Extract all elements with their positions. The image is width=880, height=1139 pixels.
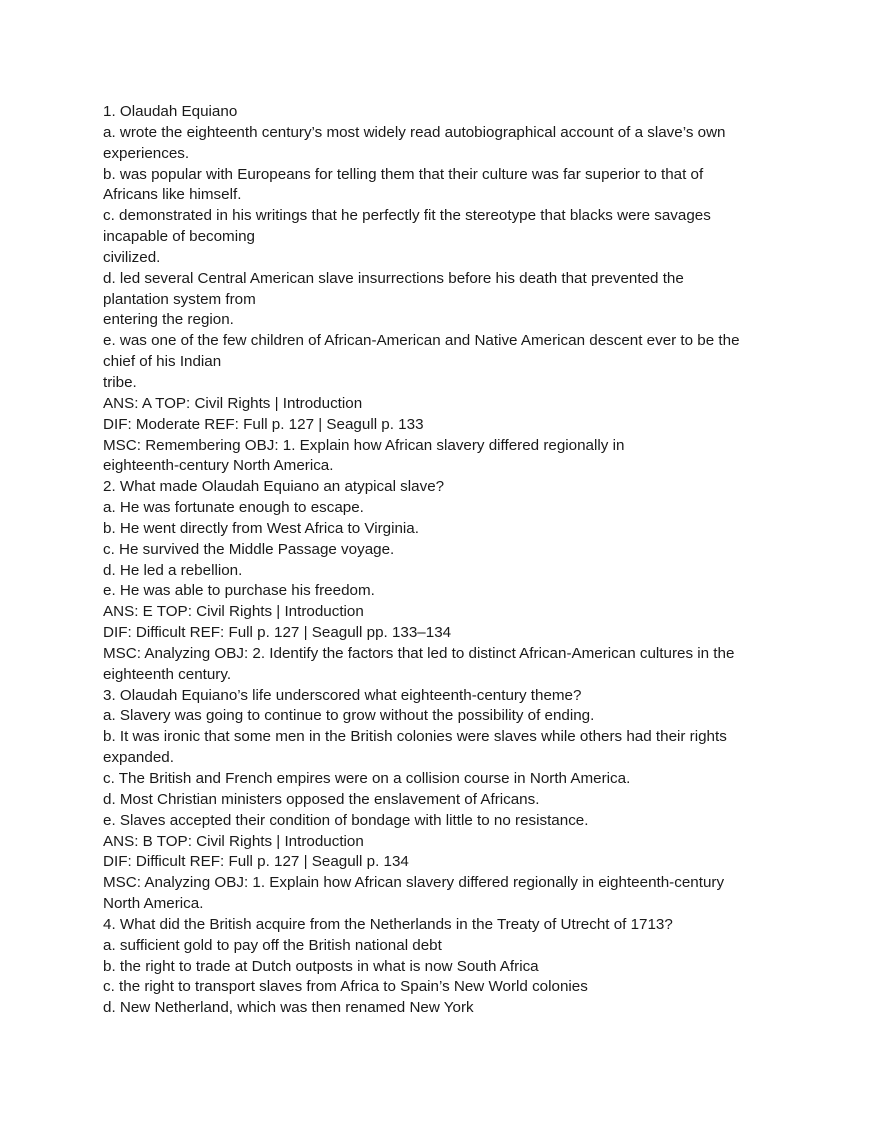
option-a: a. He was fortunate enough to escape.: [103, 499, 364, 517]
option-text: d. led several Central American slave insurrections before his death that prevented the: [103, 269, 684, 287]
option-text-cont: entering the region.: [103, 311, 234, 329]
option-text-cont: civilized.: [103, 248, 161, 266]
objective-line-cont: eighteenth century.: [103, 665, 232, 683]
option-c: c. the right to transport slaves from Africa to Spain’s New World colonies: [103, 978, 588, 996]
option-text-cont: chief of his Indian: [103, 353, 222, 371]
option-b: [103, 727, 783, 769]
option-e: e. He was able to purchase his freedom.: [103, 582, 375, 600]
option-text: e. was one of the few children of African-American and Native American descent ever to be the: [103, 332, 740, 350]
option-text: c. demonstrated in his writings that he perfectly fit the stereotype that blacks were savages: [103, 207, 711, 225]
difficulty-line: DIF: Moderate REF: Full p. 127 | Seagull p. 133: [103, 415, 424, 433]
option-c: c. The British and French empires were on a collision course in North America.: [103, 770, 631, 787]
answer-line: ANS: B TOP: Civil Rights | Introduction: [103, 832, 364, 850]
option-text: a. wrote the eighteenth century’s most widely read autobiographical account of a slave’s own: [103, 123, 726, 141]
question-2: [103, 477, 783, 685]
option-a: a. sufficient gold to pay off the British national debt: [103, 936, 442, 954]
option-d: d. Most Christian ministers opposed the enslavement of Africans.: [103, 790, 540, 808]
answer-metadata: [103, 832, 783, 915]
option-d: d. He led a rebellion.: [103, 561, 243, 579]
option-text: b. was popular with Europeans for telling them that their culture was far superior to that of: [103, 165, 704, 183]
option-a: a. Slavery was going to continue to grow without the possibility of ending.: [103, 707, 595, 725]
option-text-cont: experiences.: [103, 144, 190, 162]
objective-line-cont: eighteenth-century North America.: [103, 457, 334, 475]
option-text-cont: Africans like himself.: [103, 186, 242, 204]
difficulty-line: DIF: Difficult REF: Full p. 127 | Seagull pp. 133–134: [103, 624, 452, 642]
question-1: [103, 102, 783, 477]
document-page: [103, 102, 783, 1019]
option-c: [103, 206, 783, 269]
option-b: [103, 165, 783, 207]
question-3: [103, 686, 783, 915]
answer-line: ANS: A TOP: Civil Rights | Introduction: [103, 394, 363, 412]
option-d: [103, 269, 783, 332]
objective-line: MSC: Analyzing OBJ: 2. Identify the factors that led to distinct African-American cultures in the: [103, 644, 735, 662]
question-4: [103, 915, 783, 1019]
difficulty-line: DIF: Difficult REF: Full p. 127 | Seagull p. 134: [103, 853, 409, 871]
option-text-cont: incapable of becoming: [103, 228, 255, 246]
question-stem: 4. What did the British acquire from the Netherlands in the Treaty of Utrecht of 1713?: [103, 915, 673, 933]
objective-line: MSC: Remembering OBJ: 1. Explain how African slavery differed regionally in: [103, 436, 625, 454]
question-stem: 1. Olaudah Equiano: [103, 103, 238, 120]
option-text-cont: tribe.: [103, 373, 137, 391]
question-stem: 2. What made Olaudah Equiano an atypical slave?: [103, 478, 445, 496]
option-d: d. New Netherland, which was then renamed New York: [103, 999, 474, 1017]
question-stem: 3. Olaudah Equiano’s life underscored what eighteenth-century theme?: [103, 686, 582, 704]
option-c: c. He survived the Middle Passage voyage.: [103, 540, 395, 558]
option-b: b. He went directly from West Africa to Virginia.: [103, 519, 419, 537]
answer-metadata: [103, 394, 783, 477]
objective-line-cont: North America.: [103, 895, 204, 913]
objective-line: MSC: Analyzing OBJ: 1. Explain how African slavery differed regionally in eighteenth-century: [103, 874, 725, 892]
option-e: [103, 331, 783, 394]
option-a: [103, 123, 783, 165]
option-e: e. Slaves accepted their condition of bondage with little to no resistance.: [103, 811, 589, 829]
option-b: b. the right to trade at Dutch outposts in what is now South Africa: [103, 957, 539, 975]
option-text-cont: expanded.: [103, 749, 174, 767]
option-text-cont: plantation system from: [103, 290, 256, 308]
answer-metadata: [103, 602, 783, 685]
answer-line: ANS: E TOP: Civil Rights | Introduction: [103, 603, 364, 621]
option-text: b. It was ironic that some men in the British colonies were slaves while others had their rights: [103, 728, 727, 746]
